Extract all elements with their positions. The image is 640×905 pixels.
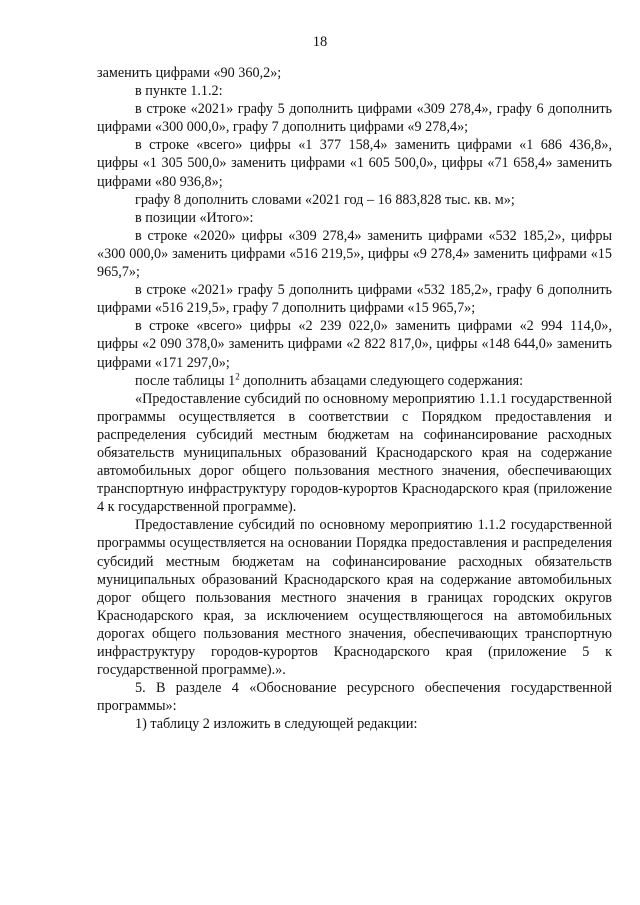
paragraph-table-reference — [97, 372, 612, 390]
document-body — [97, 64, 612, 733]
paragraph: в позиции «Итого»: — [135, 209, 254, 226]
page-number: 18 — [312, 34, 328, 50]
paragraph: в строке «2020» цифры «309 278,4» заменить цифрами «532 185,2», цифры «300 000,0» заменить цифрами «516 219,5», цифры «9 278,4» заменить цифрами «15 965,7»; — [97, 227, 612, 281]
paragraph: в строке «2021» графу 5 дополнить цифрами «532 185,2», графу 6 дополнить цифрами «516 219,5», графу 7 дополнить цифрами «15 965,7»; — [97, 282, 612, 317]
paragraph: в пункте 1.1.2: — [135, 83, 223, 100]
paragraph: 1) таблицу 2 изложить в следующей редакции: — [135, 716, 418, 733]
paragraph: «Предоставление субсидий по основному мероприятию 1.1.1 государственной программы осуществляется в соответствии с Порядком предоставления и распределения субсидий местным бюджетам на софинансирование расходных обязательств муниципальных образований Краснодарского края на содержание автомобильных дорог общего пользования местного значения, обеспечивающих транспортную инфраструктуру городов-курортов Краснодарского края (приложение 4 к государственной программе). — [97, 390, 612, 516]
paragraph: в строке «всего» цифры «1 377 158,4» заменить цифрами «1 686 436,8», цифры «1 305 500,0» заменить цифрами «1 605 500,0», цифры «71 658,4» заменить цифрами «80 936,8»; — [97, 137, 612, 190]
paragraph: 5. В разделе 4 «Обоснование ресурсного обеспечения государственной программы»: — [97, 680, 612, 715]
paragraph: Предоставление субсидий по основному мероприятию 1.1.2 государственной программы осуществляется на основании Порядка предоставления и распределения субсидий местным бюджетам на софинансирование расходных обязательств муниципальных образований Краснодарского края на содержание автомобильных дорог общего пользования местного значения в границах городских округов Краснодарского края, за исключением осуществляющегося на автомобильных дорогах общего пользования местного значения, обеспечивающих транспортную инфраструктуру городов-курортов Краснодарского края (приложение 5 к государственной программе).». — [97, 517, 612, 679]
paragraph: заменить цифрами «90 360,2»; — [97, 65, 282, 81]
paragraph: в строке «всего» цифры «2 239 022,0» заменить цифрами «2 994 114,0», цифры «2 090 378,0» заменить цифрами «2 822 817,0», цифры «148 644,0» заменить цифрами «171 297,0»; — [97, 318, 612, 371]
paragraph: графу 8 дополнить словами «2021 год – 16 883,828 тыс. кв. м»; — [135, 191, 515, 208]
paragraph: в строке «2021» графу 5 дополнить цифрами «309 278,4», графу 6 дополнить цифрами «300 000,0», графу 7 дополнить цифрами «9 278,4»; — [97, 101, 612, 136]
paragraph-text-after: дополнить абзацами следующего содержания: — [239, 372, 524, 389]
paragraph-text-before: после таблицы 1 — [135, 372, 236, 389]
superscript: 2 — [235, 370, 240, 381]
